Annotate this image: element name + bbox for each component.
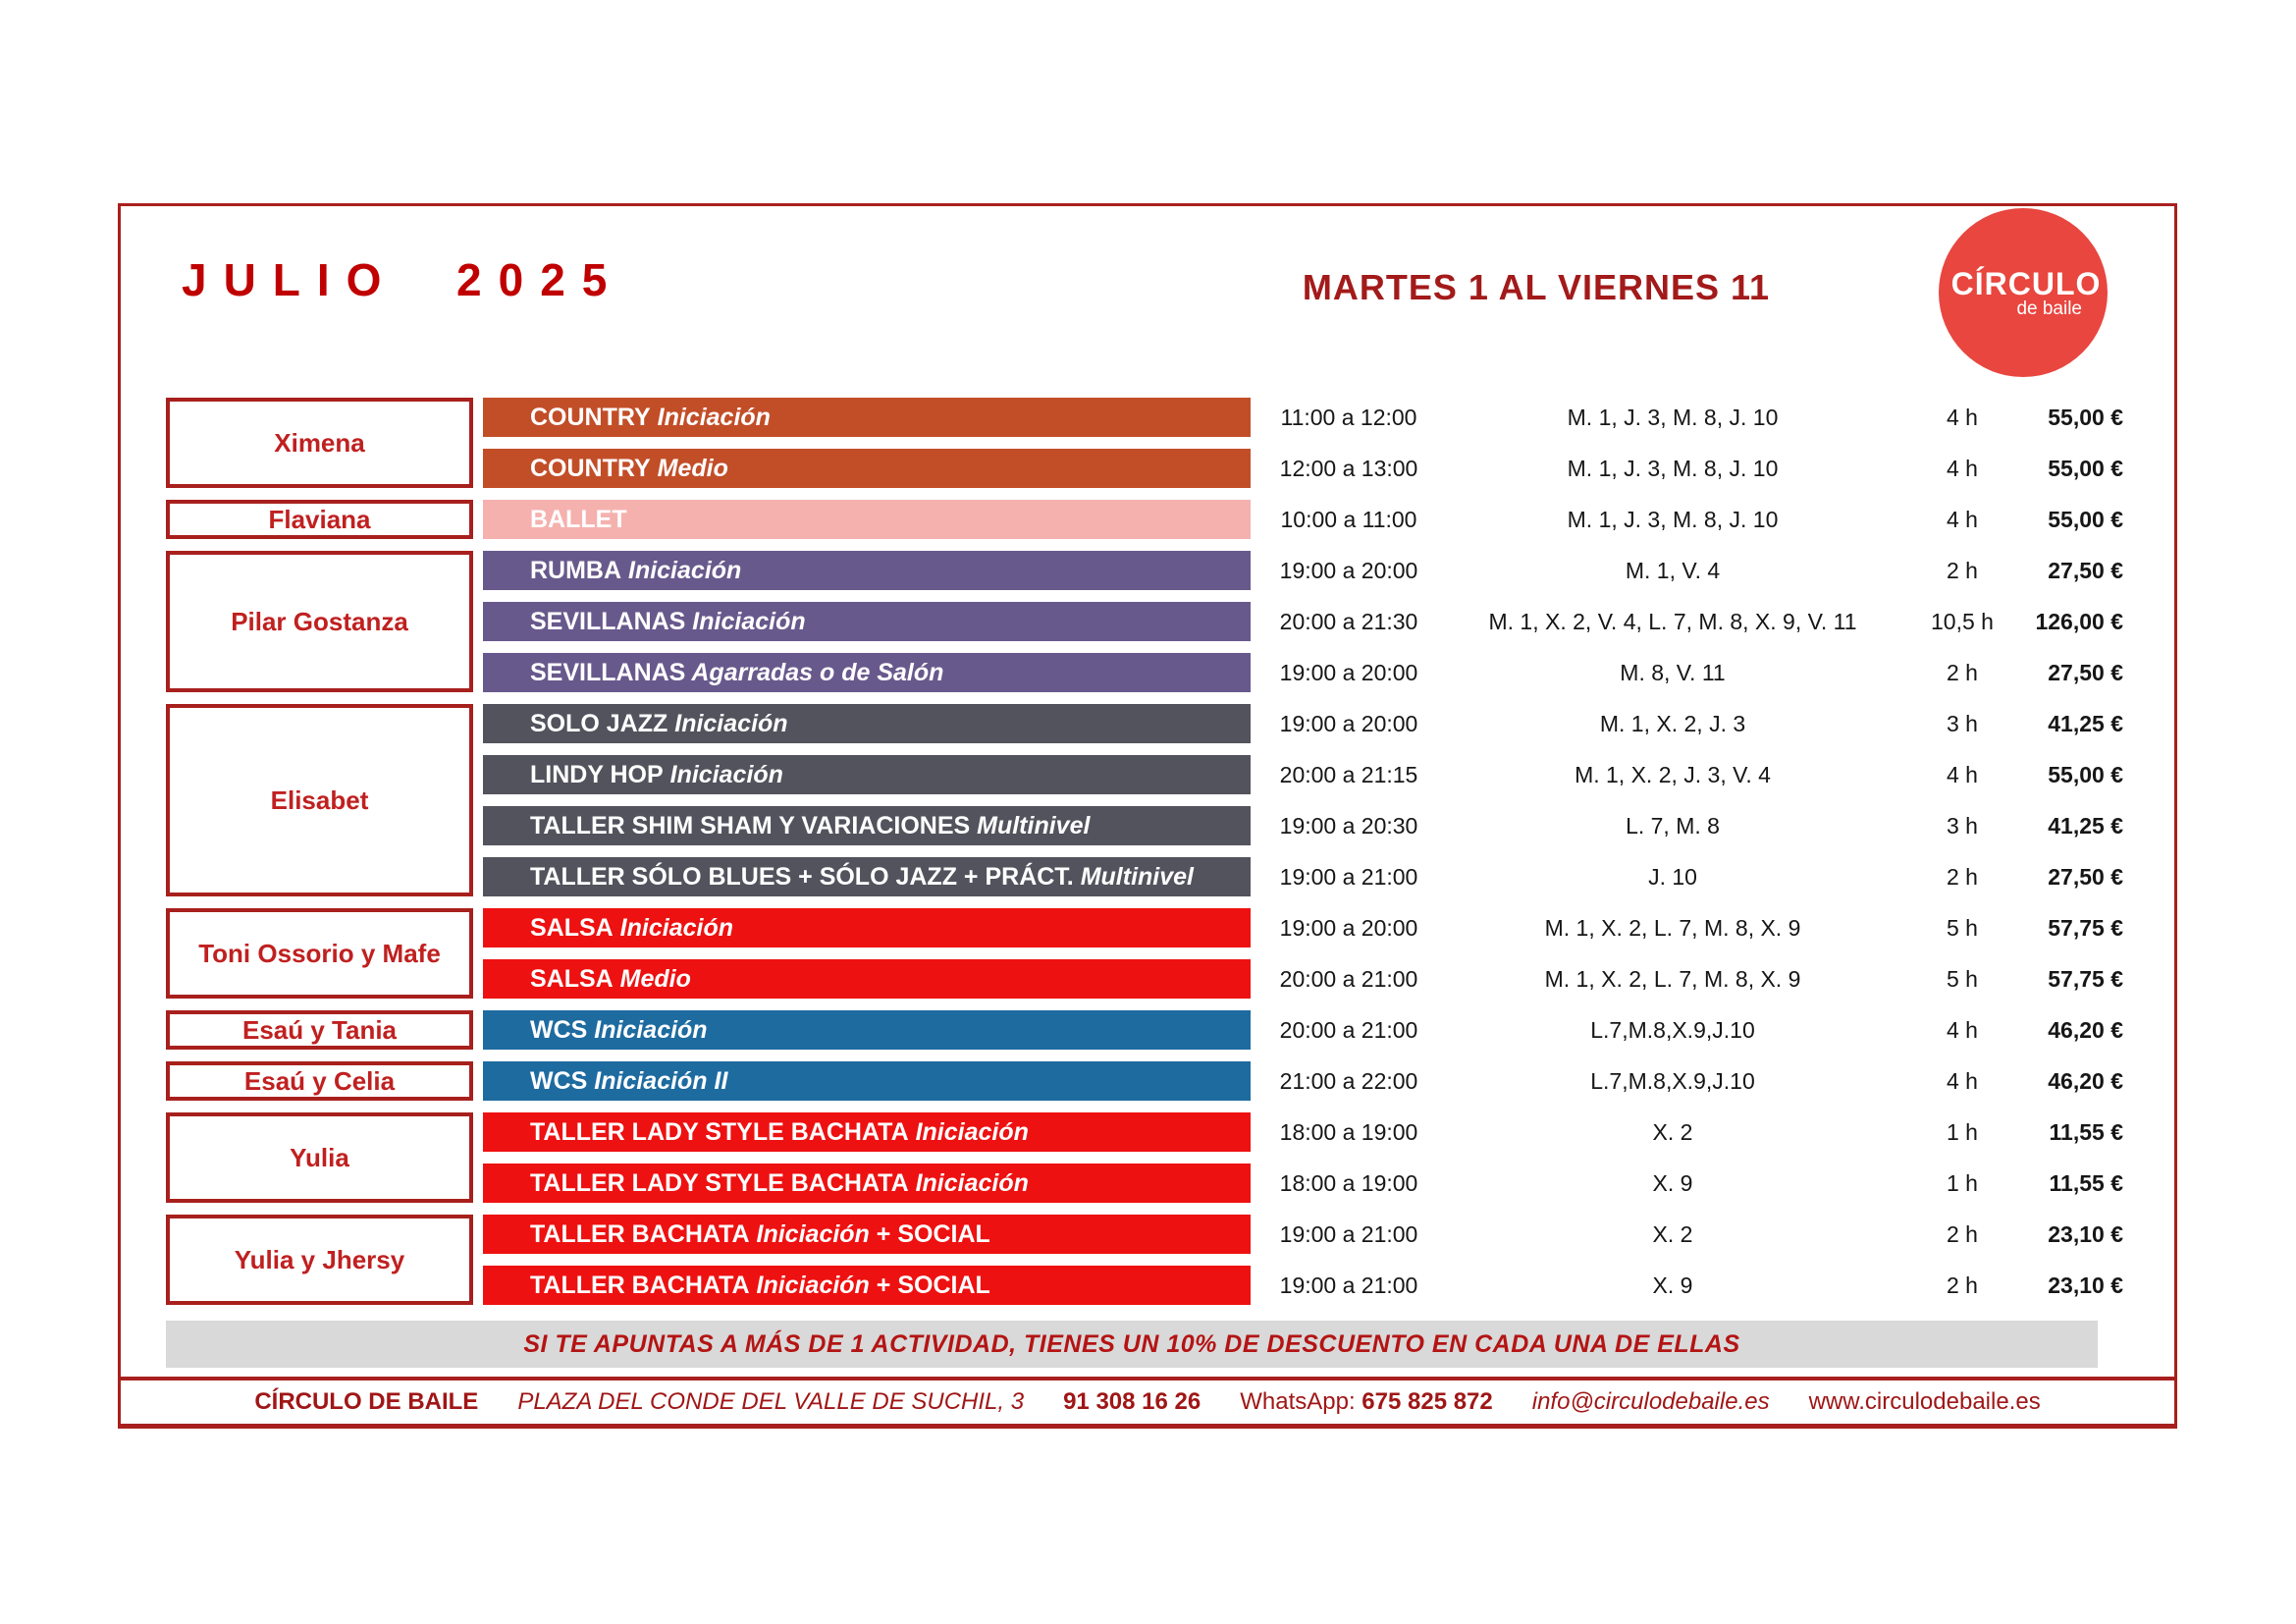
- days-cell: X. 2: [1652, 1118, 1693, 1145]
- class-bar: [483, 500, 1251, 539]
- schedule-page: [118, 203, 2177, 1429]
- hours-cell: 2 h: [1947, 863, 1978, 890]
- logo-text-main: CÍRCULO: [1950, 265, 2102, 301]
- price-cell: 55,00 €: [2048, 404, 2123, 430]
- footer-website: www.circulodebaile.es: [1808, 1388, 2041, 1415]
- class-name: LINDY HOP: [530, 761, 664, 788]
- class-suffix: + SOCIAL: [869, 1220, 990, 1248]
- price-cell: 41,25 €: [2048, 710, 2123, 736]
- days-cell: M. 1, X. 2, J. 3: [1599, 710, 1746, 736]
- teacher-box: Elisabet: [166, 704, 473, 896]
- price-cell: 46,20 €: [2048, 1067, 2123, 1094]
- class-bar: [483, 704, 1251, 743]
- hours-cell: 2 h: [1947, 557, 1978, 583]
- time-cell: 20:00 a 21:00: [1279, 965, 1418, 992]
- price-cell: 23,10 €: [2048, 1272, 2123, 1298]
- class-name: TALLER SÓLO BLUES + SÓLO JAZZ + PRÁCT.: [530, 863, 1074, 891]
- class-name: TALLER LADY STYLE BACHATA: [530, 1169, 909, 1197]
- class-name: WCS: [530, 1016, 588, 1044]
- time-cell: 19:00 a 20:00: [1279, 557, 1418, 583]
- class-bar: [483, 398, 1251, 437]
- teacher-box: Pilar Gostanza: [166, 551, 473, 692]
- time-cell: 20:00 a 21:30: [1279, 608, 1418, 634]
- hours-cell: 5 h: [1947, 914, 1978, 941]
- price-cell: 46,20 €: [2048, 1016, 2123, 1043]
- price-cell: 55,00 €: [2048, 455, 2123, 481]
- time-cell: 20:00 a 21:15: [1279, 761, 1418, 787]
- price-cell: 57,75 €: [2048, 914, 2123, 941]
- time-cell: 19:00 a 20:00: [1279, 659, 1418, 685]
- class-bar: [483, 1164, 1251, 1203]
- class-level: Iniciación: [749, 1220, 870, 1248]
- class-name: SEVILLANAS: [530, 608, 686, 635]
- hours-cell: 1 h: [1947, 1118, 1978, 1145]
- class-level: Iniciación: [587, 1016, 708, 1044]
- class-level: Agarradas o de Salón: [685, 659, 944, 686]
- class-level: Iniciación: [621, 557, 742, 584]
- class-name: BALLET: [530, 506, 627, 533]
- time-cell: 10:00 a 11:00: [1280, 506, 1417, 532]
- class-name: WCS: [530, 1067, 588, 1095]
- class-name: TALLER LADY STYLE BACHATA: [530, 1118, 909, 1146]
- class-bar: [483, 1112, 1251, 1152]
- days-cell: M. 1, X. 2, J. 3, V. 4: [1575, 761, 1771, 787]
- time-cell: 19:00 a 21:00: [1279, 1220, 1418, 1247]
- price-cell: 57,75 €: [2048, 965, 2123, 992]
- price-cell: 27,50 €: [2048, 659, 2123, 685]
- logo-text-sub: de baile: [2016, 298, 2082, 319]
- hours-cell: 4 h: [1947, 404, 1978, 430]
- time-cell: 19:00 a 21:00: [1279, 863, 1418, 890]
- teacher-box: Yulia: [166, 1112, 473, 1203]
- teacher-box: Flaviana: [166, 500, 473, 539]
- price-cell: 11,55 €: [2049, 1169, 2123, 1196]
- time-cell: 19:00 a 21:00: [1279, 1272, 1418, 1298]
- days-cell: X. 2: [1652, 1220, 1693, 1247]
- price-cell: 55,00 €: [2048, 761, 2123, 787]
- class-name: TALLER BACHATA: [530, 1220, 750, 1248]
- time-cell: 21:00 a 22:00: [1279, 1067, 1418, 1094]
- hours-cell: 4 h: [1947, 455, 1978, 481]
- class-level: Iniciación II: [587, 1067, 728, 1095]
- time-cell: 19:00 a 20:30: [1279, 812, 1418, 839]
- teacher-box: Yulia y Jhersy: [166, 1215, 473, 1305]
- days-cell: L.7,M.8,X.9,J.10: [1590, 1067, 1755, 1094]
- page-title: JULIO 2025: [182, 254, 624, 305]
- class-level: Iniciación: [663, 761, 783, 788]
- time-cell: 19:00 a 20:00: [1279, 710, 1418, 736]
- price-cell: 55,00 €: [2048, 506, 2123, 532]
- class-bar: [483, 857, 1251, 896]
- teacher-box: Toni Ossorio y Mafe: [166, 908, 473, 999]
- price-cell: 41,25 €: [2048, 812, 2123, 839]
- class-level: Iniciación: [613, 914, 733, 942]
- hours-cell: 1 h: [1947, 1169, 1978, 1196]
- footer-email: info@circulodebaile.es: [1531, 1388, 1770, 1415]
- class-level: Multinivel: [970, 812, 1091, 839]
- class-name: COUNTRY: [530, 404, 651, 431]
- days-cell: M. 1, X. 2, L. 7, M. 8, X. 9: [1544, 965, 1801, 992]
- circulo-de-baile-logo: [1939, 208, 2108, 377]
- class-level: Iniciación: [908, 1118, 1029, 1146]
- days-cell: L. 7, M. 8: [1626, 812, 1720, 839]
- days-cell: M. 1, J. 3, M. 8, J. 10: [1567, 455, 1779, 481]
- days-cell: M. 1, J. 3, M. 8, J. 10: [1567, 404, 1779, 430]
- class-bar: [483, 449, 1251, 488]
- footer-whatsapp: [1240, 1388, 1493, 1416]
- time-cell: 12:00 a 13:00: [1279, 455, 1418, 481]
- class-level: Medio: [613, 965, 691, 993]
- days-cell: M. 1, X. 2, L. 7, M. 8, X. 9: [1544, 914, 1801, 941]
- class-level: Iniciación: [749, 1272, 870, 1299]
- class-bar: [483, 908, 1251, 947]
- class-level: Iniciación: [650, 404, 771, 431]
- price-cell: 11,55 €: [2049, 1118, 2123, 1145]
- hours-cell: 3 h: [1947, 812, 1978, 839]
- class-level: Medio: [650, 455, 728, 482]
- days-cell: M. 1, J. 3, M. 8, J. 10: [1567, 506, 1779, 532]
- days-cell: L.7,M.8,X.9,J.10: [1590, 1016, 1755, 1043]
- class-name: SOLO JAZZ: [530, 710, 668, 737]
- class-suffix: + SOCIAL: [869, 1272, 990, 1299]
- days-cell: M. 8, V. 11: [1620, 659, 1726, 685]
- class-bar: [483, 653, 1251, 692]
- time-cell: 19:00 a 20:00: [1279, 914, 1418, 941]
- class-name: SEVILLANAS: [530, 659, 686, 686]
- discount-notice: SI TE APUNTAS A MÁS DE 1 ACTIVIDAD, TIENES UN 10% DE DESCUENTO EN CADA UNA DE ELLAS: [166, 1321, 2098, 1368]
- days-cell: X. 9: [1652, 1272, 1693, 1298]
- class-name: COUNTRY: [530, 455, 651, 482]
- price-cell: 126,00 €: [2035, 608, 2123, 634]
- class-bar: [483, 959, 1251, 999]
- days-cell: M. 1, V. 4: [1625, 557, 1721, 583]
- time-cell: 11:00 a 12:00: [1280, 404, 1417, 430]
- teacher-box: Ximena: [166, 398, 473, 488]
- hours-cell: 2 h: [1947, 1220, 1978, 1247]
- hours-cell: 10,5 h: [1931, 608, 1994, 634]
- teacher-box: Esaú y Celia: [166, 1061, 473, 1101]
- footer-phone: 91 308 16 26: [1063, 1388, 1201, 1415]
- hours-cell: 2 h: [1947, 659, 1978, 685]
- class-bar: [483, 1061, 1251, 1101]
- time-cell: 20:00 a 21:00: [1279, 1016, 1418, 1043]
- class-name: SALSA: [530, 914, 614, 942]
- footer-whatsapp-label: WhatsApp:: [1240, 1388, 1356, 1415]
- class-bar: [483, 1215, 1251, 1254]
- footer-whatsapp-number: 675 825 872: [1362, 1388, 1493, 1415]
- footer-brand: CÍRCULO DE BAILE: [254, 1388, 479, 1415]
- hours-cell: 4 h: [1947, 1016, 1978, 1043]
- class-name: TALLER SHIM SHAM Y VARIACIONES: [530, 812, 971, 839]
- class-bar: [483, 551, 1251, 590]
- teacher-box: Esaú y Tania: [166, 1010, 473, 1050]
- class-name: SALSA: [530, 965, 614, 993]
- days-cell: X. 9: [1652, 1169, 1693, 1196]
- hours-cell: 4 h: [1947, 1067, 1978, 1094]
- price-cell: 23,10 €: [2048, 1220, 2123, 1247]
- class-level: Iniciación: [685, 608, 806, 635]
- price-cell: 27,50 €: [2048, 863, 2123, 890]
- class-bar: [483, 602, 1251, 641]
- price-cell: 27,50 €: [2048, 557, 2123, 583]
- class-bar: [483, 755, 1251, 794]
- class-name: TALLER BACHATA: [530, 1272, 750, 1299]
- date-range-title: MARTES 1 AL VIERNES 11: [1302, 267, 1771, 307]
- hours-cell: 4 h: [1947, 506, 1978, 532]
- hours-cell: 4 h: [1947, 761, 1978, 787]
- class-name: RUMBA: [530, 557, 622, 584]
- time-cell: 18:00 a 19:00: [1279, 1169, 1418, 1196]
- class-bar: [483, 1266, 1251, 1305]
- class-bar: [483, 1010, 1251, 1050]
- hours-cell: 3 h: [1947, 710, 1978, 736]
- class-bar: [483, 806, 1251, 845]
- class-level: Iniciación: [908, 1169, 1029, 1197]
- days-cell: M. 1, X. 2, V. 4, L. 7, M. 8, X. 9, V. 11: [1488, 608, 1857, 634]
- class-level: Multinivel: [1073, 863, 1194, 891]
- hours-cell: 2 h: [1947, 1272, 1978, 1298]
- class-level: Iniciación: [667, 710, 788, 737]
- days-cell: J. 10: [1648, 863, 1697, 890]
- schedule-table: [166, 398, 2129, 1305]
- footer-address: PLAZA DEL CONDE DEL VALLE DE SUCHIL, 3: [517, 1388, 1025, 1415]
- hours-cell: 5 h: [1947, 965, 1978, 992]
- footer-contact-bar: [121, 1377, 2174, 1424]
- time-cell: 18:00 a 19:00: [1279, 1118, 1418, 1145]
